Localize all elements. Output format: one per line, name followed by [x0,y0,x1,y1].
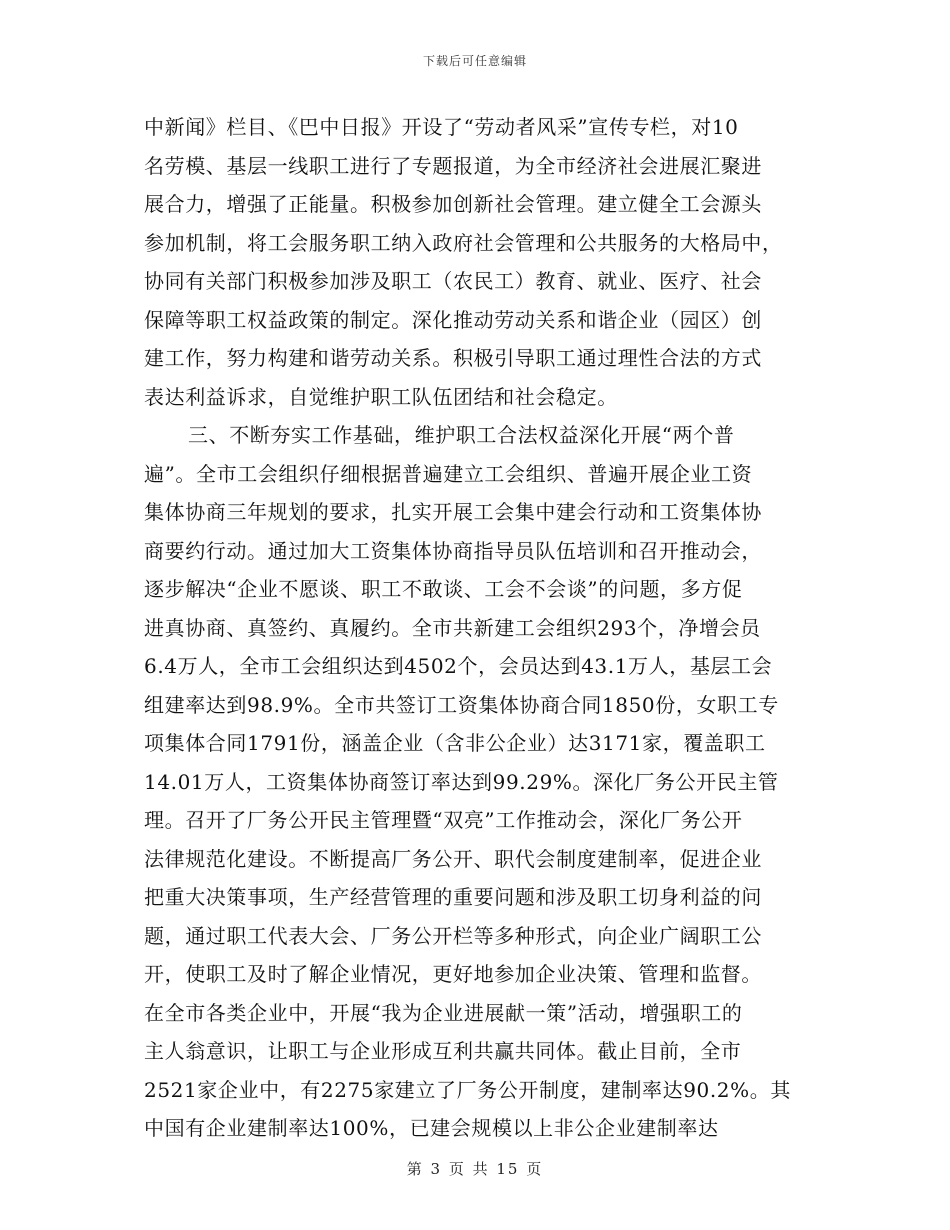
text-line: 项集体合同1791份，涵盖企业（含非公企业）达3171家，覆盖职工 [144,731,766,755]
text-line: 逐步解决“企业不愿谈、职工不敢谈、工会不会谈”的问题，多方促 [144,577,743,601]
section-heading-line: 三、不断夯实工作基础，维护职工合法权益深化开展“两个普 [188,423,735,447]
text-line: 集体协商三年规划的要求，扎实开展工会集中建会行动和工资集体协 [144,500,762,524]
text-line: 14.01万人，工资集体协商签订率达到99.29%。深化厂务公开民主管 [144,769,779,794]
page-header: 下载后可任意编辑 [422,54,527,68]
text-line: 在全市各类企业中，开展“我为企业进展献一策”活动，增强职工的 [144,1000,743,1025]
text-line: 6.4万人，全市工会组织达到4502个，会员达到43.1万人，基层工会 [144,654,773,678]
text-line: 开，使职工及时了解企业情况，更好地参加企业决策、管理和监督。 [144,962,762,986]
text-line: 中国有企业建制率达100%，已建会规模以上非公企业建制率达 [144,1116,719,1140]
text-line: 组建率达到98.9%。全市共签订工资集体协商合同1850份，女职工专 [144,692,779,717]
text-line: 协同有关部门积极参加涉及职工（农民工）教育、就业、医疗、社会 [144,269,762,293]
text-line: 参加机制，将工会服务职工纳入政府社会管理和公共服务的大格局中， [144,230,783,255]
document-body [144,108,808,1148]
text-line: 2521家企业中，有2275家建立了厂务公开制度，建制率达90.2%。其 [144,1077,791,1102]
text-line: 主人翁意识，让职工与企业形成互利共赢共同体。截止目前，全市 [144,1039,742,1063]
text-line: 法律规范化建设。不断提高厂务公开、职代会制度建制率，促进企业 [144,846,762,871]
text-line: 建工作，努力构建和谐劳动关系。积极引导职工通过理性合法的方式 [144,346,762,370]
text-line: 把重大决策事项，生产经营管理的重要问题和涉及职工切身利益的问 [144,885,762,909]
page-number-footer: 第 3 页 共 15 页 [406,1160,544,1178]
text-line: 商要约行动。通过加大工资集体协商指导员队伍培训和召开推动会， [144,538,762,563]
text-line: 理。召开了厂务公开民主管理暨“双亮”工作推动会，深化厂务公开 [144,808,743,832]
text-line: 进真协商、真签约、真履约。全市共新建工会组织293个，净增会员 [144,615,761,640]
text-line: 题，通过职工代表大会、厂务公开栏等多种形式，向企业广阔职工公 [144,923,762,948]
text-line: 遍”。全市工会组织仔细根据普遍建立工会组织、普遍开展企业工资 [144,461,753,486]
text-line: 名劳模、基层一线职工进行了专题报道，为全市经济社会进展汇聚进 [144,153,762,178]
text-line: 表达利益诉求，自觉维护职工队伍团结和社会稳定。 [144,384,618,409]
text-line: 保障等职工权益政策的制定。深化推动劳动关系和谐企业（园区）创 [144,307,762,332]
text-line: 展合力，增强了正能量。积极参加创新社会管理。建立健全工会源头 [144,192,762,216]
text-line: 中新闻》栏目、《巴中日报》开设了“劳动者风采”宣传专栏，对10 [144,115,739,139]
